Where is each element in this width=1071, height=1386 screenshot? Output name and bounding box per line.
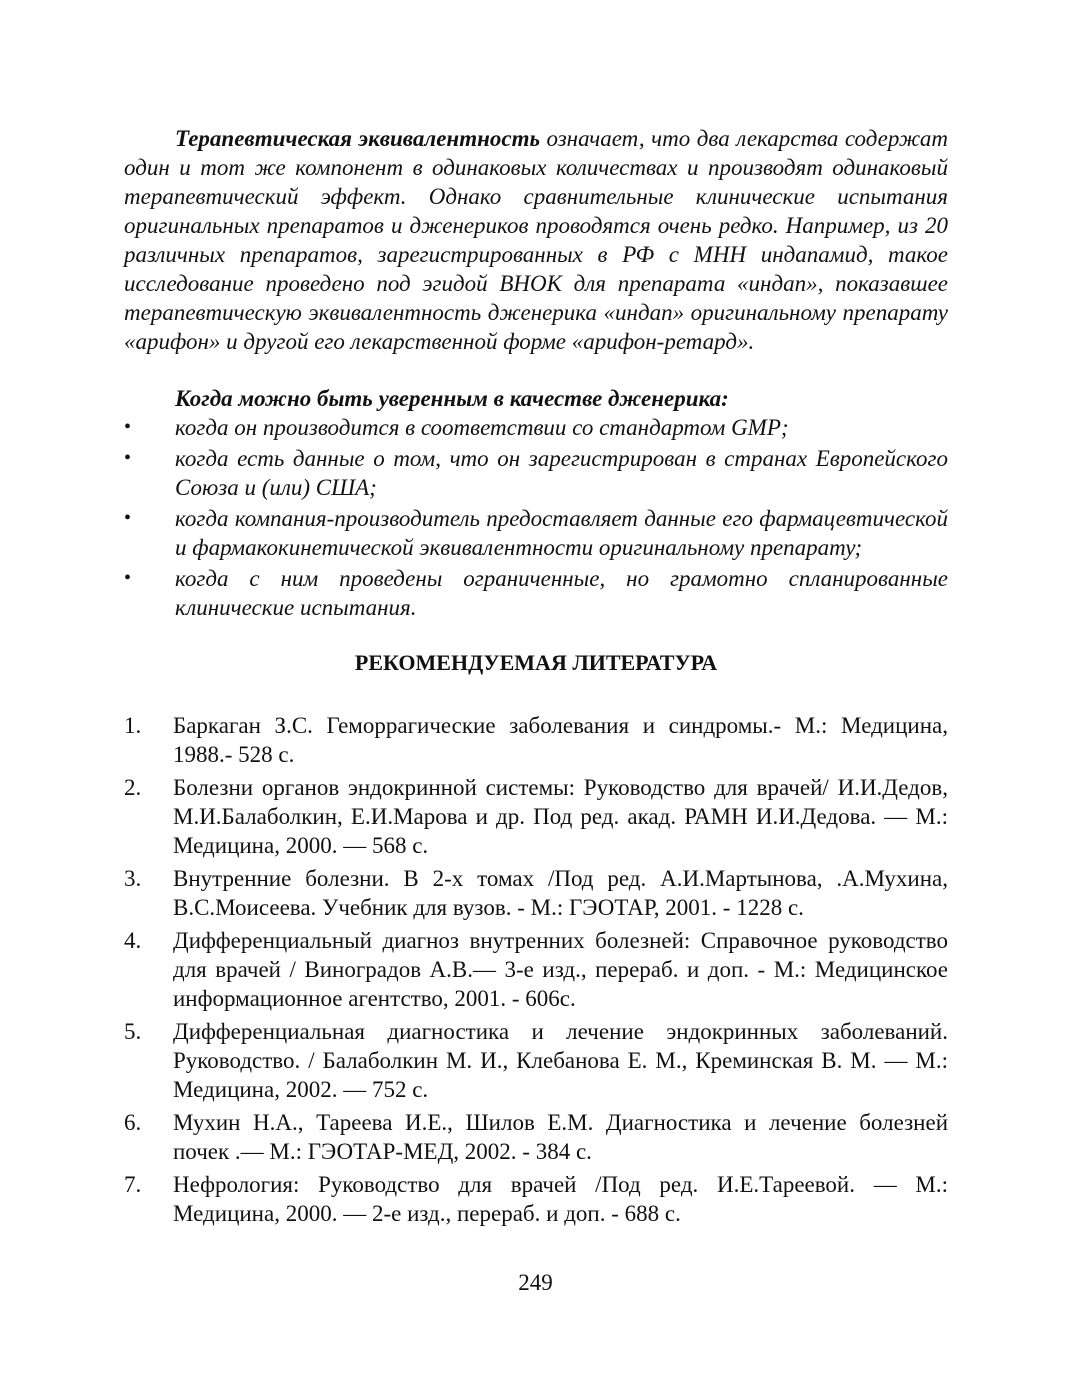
criteria-list bbox=[124, 413, 948, 622]
reference-text: Мухин Н.А., Тареева И.Е., Шилов Е.М. Диагностика и лечение болезней почек .— М.: ГЭОТАР-МЕД, 2002. - 384 с. bbox=[173, 1110, 948, 1164]
bullet-icon: • bbox=[124, 447, 132, 469]
reference-number: 3. bbox=[124, 866, 142, 891]
criteria-item-text: когда есть данные о том, что он зарегистрирован в странах Европейского Союза и (или) США; bbox=[175, 446, 948, 500]
reference-number: 4. bbox=[124, 928, 142, 953]
reference-item bbox=[124, 864, 948, 922]
references-heading: РЕКОМЕНДУЕМАЯ ЛИТЕРАТУРА bbox=[354, 650, 718, 675]
bullet-icon: • bbox=[124, 416, 132, 438]
intro-text: означает, что два лекарства содержат один и тот же компонент в одинаковых количествах и производят одинаковый терапевтический эффект. Однако сравнительные клинические испытания оригинальных препаратов и дженериков проводятся очень редко. Например, из 20 различных препаратов, зарегистрированных в РФ с МНН индапамид, такое исследование проведено под эгидой ВНОК для препарата «индап», показавшее терапевтическую эквивалентность дженерика «индап» оригинальному препарату «арифон» и другой его лекарственной форме «арифон-ретард». bbox=[124, 126, 948, 354]
reference-text: Дифференциальный диагноз внутренних болезней: Справочное руководство для врачей / Виноградов А.В.— 3-е изд., перераб. и доп. - М.: Медицинское информационное агентство, 2001. - 606с. bbox=[173, 928, 948, 1011]
criteria-item-text: когда с ним проведены ограниченные, но грамотно спланированные клинические испытания. bbox=[175, 566, 948, 620]
reference-number: 7. bbox=[124, 1172, 142, 1197]
criteria-item-text: когда он производится в соответствии со стандартом GMP; bbox=[175, 415, 789, 440]
criteria-heading: Когда можно быть уверенным в качестве дженерика: bbox=[175, 386, 729, 411]
criteria-item bbox=[124, 564, 948, 622]
criteria-item-text: когда компания-производитель предоставляет данные его фармацевтической и фармакокинетической эквивалентности оригинальному препарату; bbox=[175, 506, 948, 560]
bullet-icon: • bbox=[124, 567, 132, 589]
criteria-item bbox=[124, 413, 948, 442]
reference-item bbox=[124, 1108, 948, 1166]
intro-term: Терапевтическая эквивалентность bbox=[175, 126, 540, 151]
reference-number: 5. bbox=[124, 1019, 142, 1044]
reference-item bbox=[124, 1017, 948, 1104]
reference-item bbox=[124, 1170, 948, 1228]
reference-item bbox=[124, 926, 948, 1013]
references-list bbox=[124, 711, 948, 1228]
reference-text: Баркаган З.С. Геморрагические заболевания и синдромы.- М.: Медицина, 1988.- 528 с. bbox=[173, 713, 948, 767]
reference-number: 2. bbox=[124, 775, 142, 800]
reference-text: Нефрология: Руководство для врачей /Под ред. И.Е.Тареевой. — М.: Медицина, 2000. — 2-е изд., перераб. и доп. - 688 с. bbox=[173, 1172, 948, 1226]
reference-number: 6. bbox=[124, 1110, 142, 1135]
reference-text: Болезни органов эндокринной системы: Руководство для врачей/ И.И.Дедов, М.И.Балаболкин, Е.И.Марова и др. Под ред. акад. РАМН И.И.Дедова. — М.: Медицина, 2000. — 568 с. bbox=[173, 775, 948, 858]
page-body bbox=[124, 124, 948, 1232]
bullet-icon: • bbox=[124, 507, 132, 529]
page-number: 249 bbox=[518, 1270, 553, 1295]
reference-item bbox=[124, 711, 948, 769]
reference-text: Внутренние болезни. В 2-х томах /Под ред. А.И.Мартынова, .А.Мухина, В.С.Моисеева. Учебник для вузов. - М.: ГЭОТАР, 2001. - 1228 с. bbox=[173, 866, 948, 920]
reference-item bbox=[124, 773, 948, 860]
reference-text: Дифференциальная диагностика и лечение эндокринных заболеваний. Руководство. / Балаболкин М. И., Клебанова Е. М., Креминская В. М. — М.: Медицина, 2002. — 752 с. bbox=[173, 1019, 948, 1102]
intro-paragraph bbox=[124, 124, 948, 356]
criteria-item bbox=[124, 504, 948, 562]
reference-number: 1. bbox=[124, 713, 142, 738]
criteria-item bbox=[124, 444, 948, 502]
